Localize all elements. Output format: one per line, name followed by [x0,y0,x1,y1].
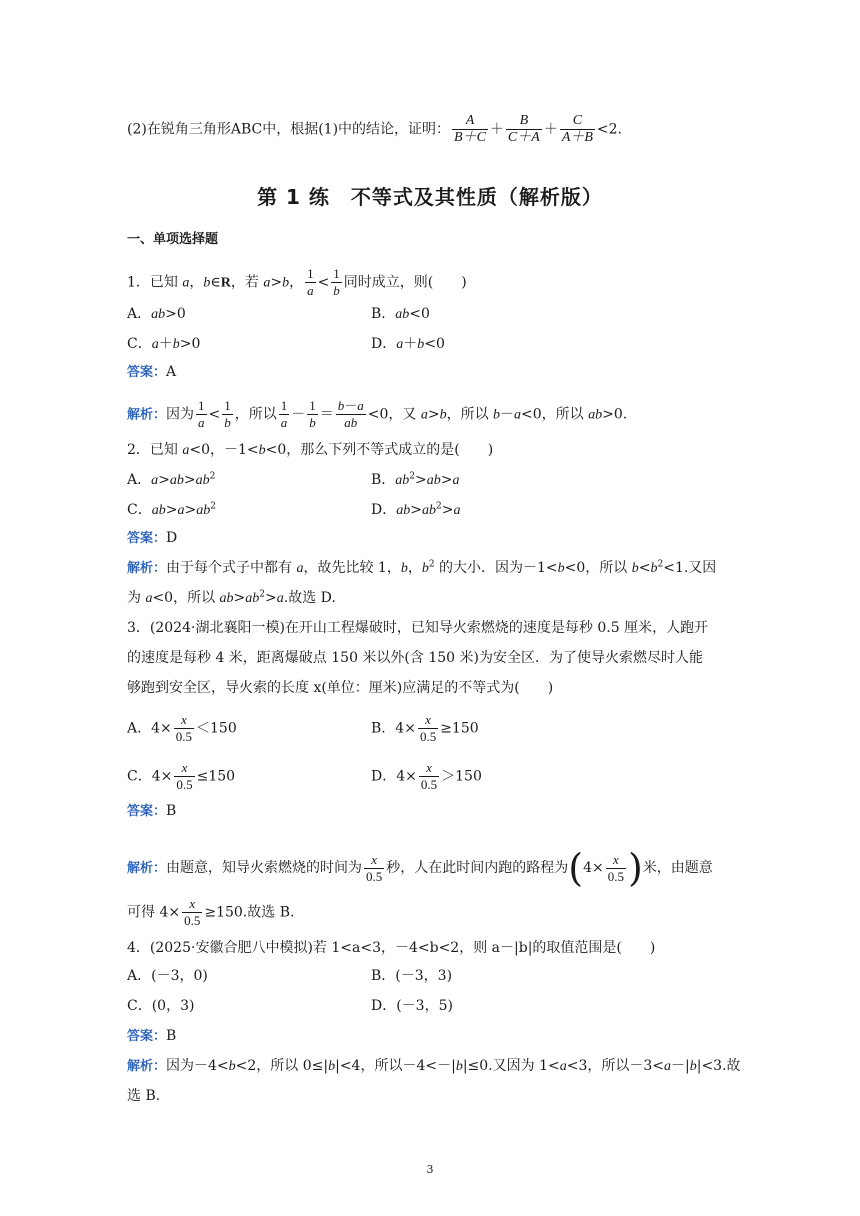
solution-4-line-1: 解析：因为－4<b<2，所以 0≤|b|<4，所以－4<－|b|≤0.又因为 1<a<3，所以－3<a－|b|<3.故 [127,1058,741,1074]
prev-question-line: (2)在锐角三角形ABC中，根据(1)中的结论，证明： $\frac{A}{B+C}$ ＋ $\frac{B}{C+A}$ ＋ $\frac{C}{A+B}$ <2. [127,113,623,145]
answer-value: B [166,803,177,819]
prev-question-tail: <2. [596,121,623,138]
solution-1: 解析：因为 $\frac{1}{a}$ < $\frac{1}{b}$ ，所以 $\frac{1}{a}$ － $\frac{1}{b}$ ＝ $\frac{b-a}{ab}$ <0，又 a>b，所以 b－a<0，所以 ab>0. [127,398,628,430]
option-b: B．ab<0 [371,306,430,322]
question-3-line-3: 够跑到安全区，导火索的长度 x(单位：厘米)应满足的不等式为( ) [127,680,554,696]
option-b: B．4× $\frac{x}{0.5}$ ≥150 [371,712,479,744]
solution-4-line-2: 选 B. [127,1088,161,1104]
answer-label: 答案： [127,1029,167,1044]
option-a: A．(－3，0) [127,968,208,984]
option-b: B．$ab^2>ab>a$ [371,471,460,488]
option-d: D．4× $\frac{x}{0.5}$ ＞150 [371,760,482,792]
section-heading: 一、单项选择题 [127,232,219,247]
option-b: B．(－3，3) [371,968,453,984]
answer-label: 答案： [127,804,167,819]
stem-text: 已知 [149,274,178,291]
solution-label: 解析： [127,1059,167,1074]
stem-text: 同时成立，则( ) [343,274,467,291]
solution-label: 解析： [127,407,167,423]
question-4-stem: 4．(2025·安徽合肥八中模拟)若 1<a<3，－4<b<2，则 a－|b|的取值范围是( ) [127,940,656,956]
answer-label: 答案： [127,531,167,546]
option-c: C．$ab>a>ab^2$ [127,501,216,518]
answer-value: D [166,530,178,546]
fraction: $\frac{B}{C+A}$ [507,113,540,145]
question-1-stem: 1．已知 a，b∈R，若 a>b， $\frac{1}{a}$ < $\frac{1}{b}$ 同时成立，则( ) [127,266,467,298]
solution-2-line-2: 为 a<0，所以 $ab>ab^2>a$.故选 D. [127,589,336,606]
option-d: D．(－3，5) [371,998,453,1014]
fraction: $\frac{A}{B+C}$ [454,113,486,145]
question-2-stem: 2．已知 a<0，－1<b<0，那么下列不等式成立的是( ) [127,442,494,458]
answer-2 [127,528,177,549]
option-c: C．4× $\frac{x}{0.5}$ ≤150 [127,760,236,792]
option-a: A．$a>ab>ab^2$ [127,471,216,488]
option-c: C．a＋b>0 [127,336,201,352]
prev-question-text: (2)在锐角三角形ABC中，根据(1)中的结论，证明： [127,121,451,138]
question-number: 1． [127,274,150,291]
question-3-line-2: 的速度是每秒 4 米，距离爆破点 150 米以外(含 150 米)为安全区．为了使导火索燃尽时人能 [127,650,703,666]
page-title: 第 1 练 不等式及其性质（解析版） [257,185,603,209]
answer-value: A [166,364,177,380]
solution-label: 解析： [127,561,167,576]
stem-text: 那么下列不等式成立的是( ) [300,442,494,458]
solution-3-line-2: 可得 4× $\frac{x}{0.5}$ ≥150.故选 B. [127,896,295,928]
option-d: D．a＋b<0 [371,336,445,352]
option-a: A．ab>0 [127,306,186,322]
solution-label: 解析： [127,861,167,876]
solution-2-line-1: 解析：由于每个式子中都有 a，故先比较 1，b，$b^2$ 的大小．因为－1<b<0，所以 $b<b^2<1$.又因 [127,559,717,576]
solution-3-line-1: 解析：由题意，知导火索燃烧的时间为 $\frac{x}{0.5}$ 秒，人在此时间内跑的路程为(4× $\frac{x}{0.5}$ )米，由题意 [127,846,713,890]
answer-value: B [166,1028,177,1044]
option-c: C．(0，3) [127,998,195,1014]
answer-1 [127,362,176,383]
answer-label: 答案： [127,365,167,380]
answer-3 [127,801,176,822]
option-a: A．4× $\frac{x}{0.5}$ ＜150 [127,712,237,744]
option-d: D．$ab>ab^2>a$ [371,501,461,518]
fraction: $\frac{C}{A+B}$ [561,113,593,145]
answer-4 [127,1026,176,1047]
question-3-line-1: 3．(2024·湖北襄阳一模)在开山工程爆破时，已知导火索燃烧的速度是每秒 0.5 厘米，人跑开 [127,620,709,636]
page-number: 3 [426,1163,434,1176]
